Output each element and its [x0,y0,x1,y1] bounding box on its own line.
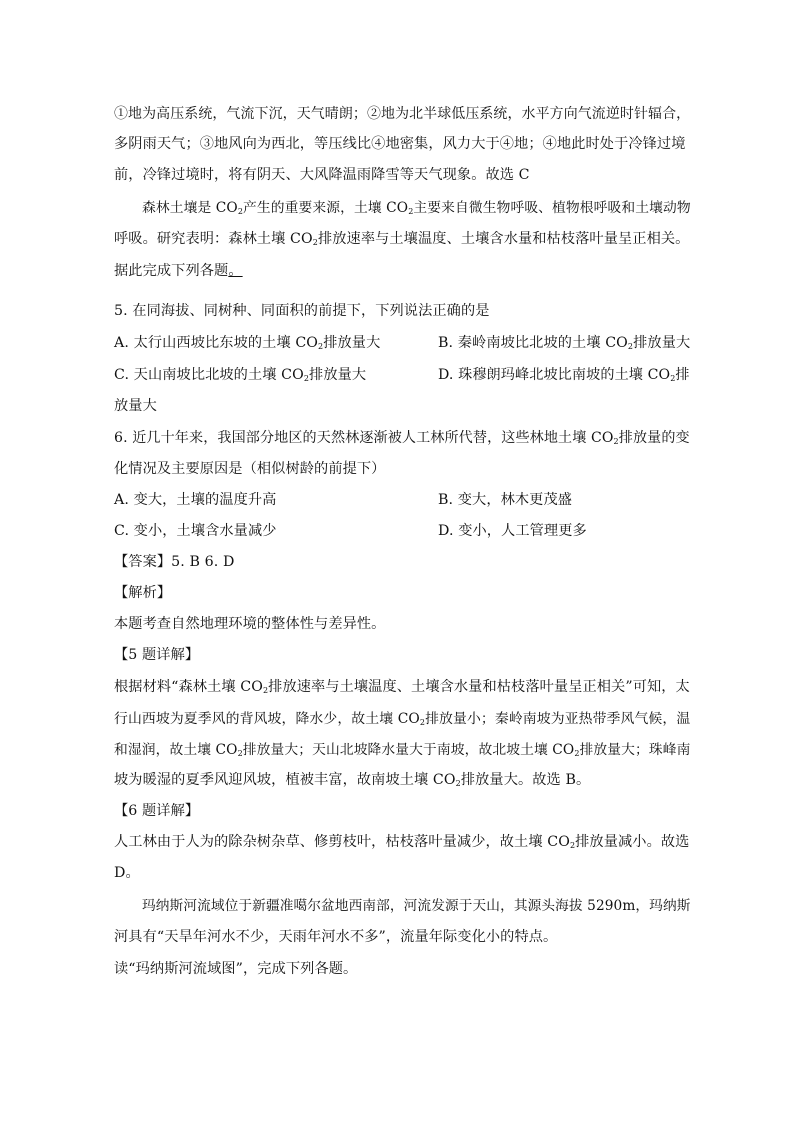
text-run: 排放量减小。故选 [575,834,690,850]
subscript: 2 [262,686,269,695]
text-run: 6. 近几十年来，我国部分地区的天然林逐渐被人工林所代替，这些林地土壤 CO [114,430,614,446]
subscript: 2 [318,342,324,351]
text-run: 产生的重要来源，土壤 CO [243,200,409,216]
question-6-option-a: A. 变大，土壤的温度升高 [114,492,277,508]
detail-5-heading: 【5 题详解】 [114,647,200,663]
question-6-option-c: C. 变小，土壤含水量减少 [114,523,277,539]
text-run: 根据材料“森林土壤 CO [114,679,263,695]
subscript: 2 [670,374,676,383]
subscript: 2 [613,437,619,446]
question-5-option-a [114,332,380,352]
text-run: 主要来自微生物呼吸、植物根呼吸和土壤动物 [413,200,691,216]
question-6-stem-cont: 化情况及主要原因是（相似树龄的前提下） [114,461,386,477]
text-run: 排放量大 [323,335,381,351]
text-run: 行山西坡为夏季风的背风坡，降水少，故土壤 CO [114,711,420,727]
text-run: 排放量大 [309,367,367,383]
detail-5-text [114,738,690,758]
subscript: 2 [574,749,580,758]
text-run: 排放量的变 [618,430,690,446]
text-line: 前，冷锋过境时，将有阴天、大风降温雨降雪等天气现象。故选 C [114,167,530,183]
text-run: 排放量大；天山北坡降水量大于南坡，故北坡土壤 CO [242,742,575,758]
subscript: 2 [627,342,634,351]
analysis-heading: 【解析】 [114,585,172,601]
subscript: 2 [569,841,576,850]
instruction-line: 读“玛纳斯河流域图”，完成下列各题。 [114,961,358,977]
detail-5-text [114,707,690,727]
question-5-option-c [114,364,366,384]
subscript: 2 [419,718,426,727]
question-5-option-b [438,332,690,352]
question-6-option-d: D. 变小，人工管理更多 [438,523,587,539]
text-run: 排放速率与土壤温度、土壤含水量和枯枝落叶量呈正相关。 [317,231,690,247]
text-line: ①地为高压系统，气流下沉，天气晴朗；②地为北半球低压系统，水平方向气流逆时针辐合， [114,106,691,122]
text-run: 森林土壤是 CO [142,200,238,216]
question-6-option-b: B. 变大，林木更茂盛 [438,492,573,508]
detail-5-text [114,676,690,696]
material-paragraph-line [114,228,689,248]
material-paragraph-line: 玛纳斯河流域位于新疆准噶尔盆地西南部，河流发源于天山，其源头海拔 5290m，玛纳斯 [142,898,691,914]
subscript: 2 [312,238,318,247]
question-5-option-d [438,364,690,384]
instruction-line [114,260,243,280]
text-run: 呼吸。研究表明：森林土壤 CO [114,231,313,247]
text-run: 坡为暖湿的夏季风迎风坡，植被丰富，故南坡土壤 CO [114,772,456,788]
subscript: 2 [303,374,310,383]
question-6-stem [114,427,690,447]
text-run: 排放量大。故选 B。 [460,772,591,788]
text-run: B. 秦岭南坡比北坡的土壤 CO [438,335,628,351]
text-run: 排放量小；秦岭南坡为亚热带季风气候，温 [425,711,691,727]
text-run: 人工林由于人为的除杂树杂草、修剪枝叶，枯枝落叶量减少，故土壤 CO [114,834,570,850]
analysis-text: 本题考查自然地理环境的整体性与差异性。 [114,616,386,632]
text-run: A. 太行山西坡比东坡的土壤 CO [114,335,319,351]
text-run: 据此完成下列各题 [114,263,229,279]
text-run: C. 天山南坡比北坡的土壤 CO [114,367,304,383]
detail-6-heading: 【6 题详解】 [114,803,200,819]
text-run: 。 [228,263,243,279]
question-5-option-d-cont: 放量大 [114,398,157,414]
subscript: 2 [237,749,243,758]
text-run: 和湿润，故土壤 CO [114,742,238,758]
subscript: 2 [408,207,414,216]
text-run: 排放量大；珠峰南 [579,742,691,758]
question-5-stem: 5. 在同海拔、同树种、同面积的前提下，下列说法正确的是 [114,303,490,319]
answer-line: 【答案】5. B 6. D [114,554,235,570]
detail-6-text: D。 [114,865,140,881]
text-run: 排 [675,367,690,383]
text-run: D. 珠穆朗玛峰北坡比南坡的土壤 CO [438,367,671,383]
text-run: 排放速率与土壤温度、土壤含水量和枯枝落叶量呈正相关”可知，太 [268,679,690,695]
material-paragraph-line [142,196,691,216]
subscript: 2 [455,779,461,788]
text-run: 排放量大 [633,335,691,351]
text-line: 多阴雨天气；③地风向为西北，等压线比④地密集，风力大于④地；④地此时处于冷锋过境 [114,136,686,152]
detail-5-text [114,769,590,789]
material-paragraph-line: 河具有“天旱年河水不少，天雨年河水不多”，流量年际变化小的特点。 [114,929,558,945]
subscript: 2 [237,207,244,216]
detail-6-text [114,831,689,851]
